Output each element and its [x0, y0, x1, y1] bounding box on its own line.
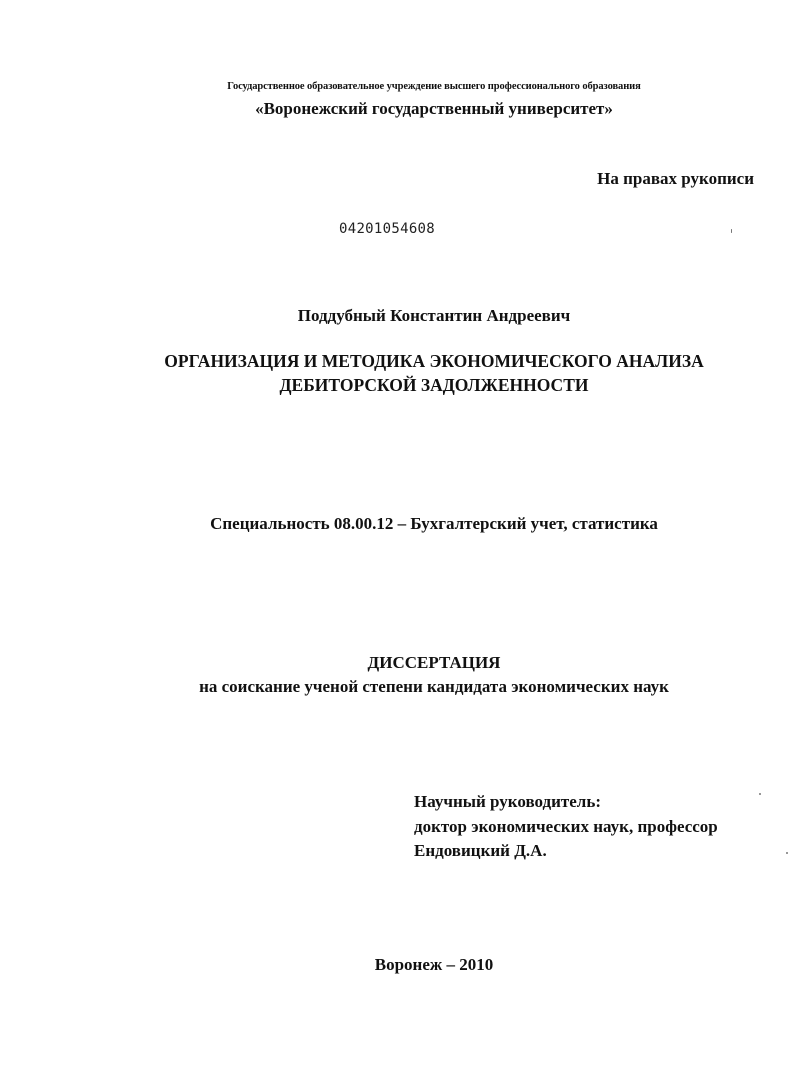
university-name: «Воронежский государственный университет»	[255, 99, 613, 118]
dissertation-title-line-2: ДЕБИТОРСКОЙ ЗАДОЛЖЕННОСТИ	[279, 375, 589, 395]
specialty: Специальность 08.00.12 – Бухгалтерский учет, статистика	[210, 514, 658, 533]
scan-speck	[786, 852, 788, 854]
dissertation-subtitle: на соискание ученой степени кандидата экономических наук	[199, 677, 669, 696]
place-and-year: Воронеж – 2010	[374, 955, 494, 974]
author-name: Поддубный Константин Андреевич	[297, 306, 571, 325]
scan-speck	[759, 793, 761, 795]
supervisor-name: Ендовицкий Д.А.	[414, 841, 547, 860]
supervisor-degree: доктор экономических наук, профессор	[414, 817, 718, 836]
dissertation-title-line-1: ОРГАНИЗАЦИЯ И МЕТОДИКА ЭКОНОМИЧЕСКОГО АНАЛИЗА	[164, 351, 704, 371]
supervisor-label: Научный руководитель:	[414, 792, 601, 811]
catalog-number: 04201054608	[339, 221, 436, 237]
dissertation-heading: ДИССЕРТАЦИЯ	[367, 653, 501, 672]
institution-full-name: Государственное образовательное учреждение высшего профессионального образования	[227, 81, 641, 92]
scan-speck	[731, 229, 732, 233]
manuscript-note: На правах рукописи	[597, 169, 754, 188]
